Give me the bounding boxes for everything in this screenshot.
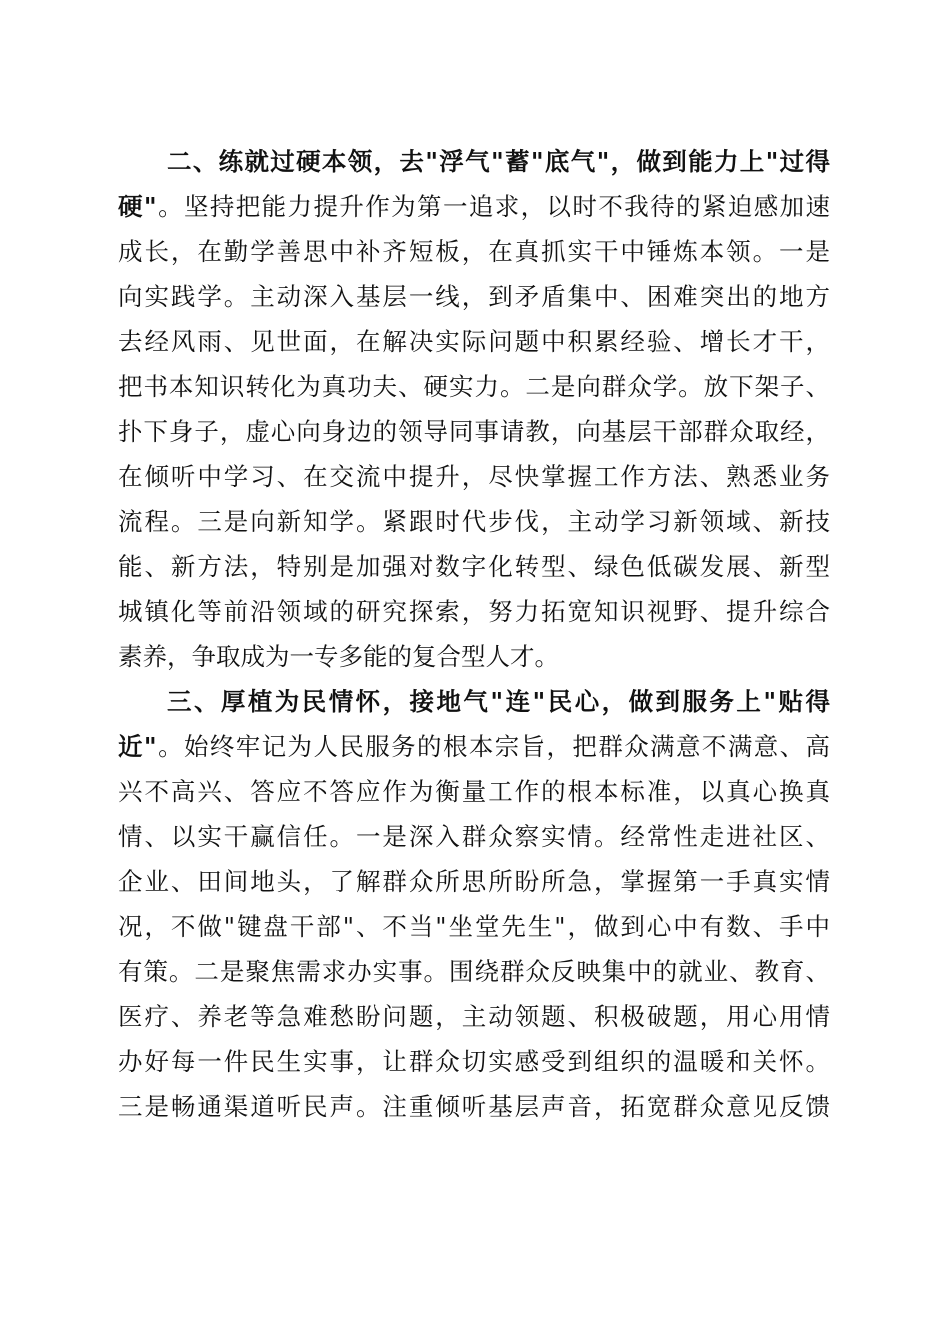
paragraph-line [118, 277, 830, 317]
section-heading: 三、厚植为民情怀，接地气"连"民心，做到服务上"贴得 [167, 687, 830, 716]
paragraph-line [118, 142, 830, 182]
section-heading: 二、练就过硬本领，去"浮气"蓄"底气"，做到能力上"过得 [167, 147, 830, 176]
section-heading: 硬" [118, 192, 157, 221]
paragraph-text: 医疗、养老等急难愁盼问题，主动领题、积极破题，用心用情 [118, 1002, 830, 1031]
paragraph-text: 。始终牢记为人民服务的根本宗旨，把群众满意不满意、高 [156, 732, 831, 761]
paragraph-text: 。坚持把能力提升作为第一追求，以时不我待的紧迫感加速 [156, 192, 831, 221]
paragraph-text: 办好每一件民生实事，让群众切实感受到组织的温暖和关怀。 [118, 1047, 830, 1076]
paragraph-line [118, 1087, 830, 1127]
section-heading: 近" [118, 732, 157, 761]
paragraph-text: 城镇化等前沿领域的研究探索，努力拓宽知识视野、提升综合 [118, 597, 830, 626]
paragraph-text: 兴不高兴、答应不答应作为衡量工作的根本标准，以真心换真 [118, 777, 830, 806]
paragraph-line [118, 997, 830, 1037]
paragraph-line [118, 502, 830, 542]
paragraph-text: 成长，在勤学善思中补齐短板，在真抓实干中锤炼本领。一是 [118, 237, 830, 266]
paragraph-line [118, 592, 830, 632]
paragraph-line [118, 412, 830, 452]
paragraph-line [118, 727, 830, 767]
paragraph-line [118, 367, 830, 407]
paragraph-line [118, 637, 830, 677]
paragraph-line [118, 907, 830, 947]
paragraph-text: 能、新方法，特别是加强对数字化转型、绿色低碳发展、新型 [118, 552, 830, 581]
paragraph-line [118, 187, 830, 227]
paragraph-text: 流程。三是向新知学。紧跟时代步伐，主动学习新领域、新技 [118, 507, 830, 536]
paragraph-line [118, 457, 830, 497]
paragraph-text: 扑下身子，虚心向身边的领导同事请教，向基层干部群众取经， [118, 417, 830, 446]
paragraph-text: 去经风雨、见世面，在解决实际问题中积累经验、增长才干， [118, 327, 830, 356]
paragraph-line [118, 862, 830, 902]
paragraph-text: 素养，争取成为一专多能的复合型人才。 [118, 642, 559, 671]
paragraph-line [118, 682, 830, 722]
paragraph-text: 情、以实干赢信任。一是深入群众察实情。经常性走进社区、 [118, 822, 830, 851]
paragraph-line [118, 232, 830, 272]
paragraph-line [118, 817, 830, 857]
paragraph-text: 把书本知识转化为真功夫、硬实力。二是向群众学。放下架子、 [118, 372, 830, 401]
paragraph-text: 有策。二是聚焦需求办实事。围绕群众反映集中的就业、教育、 [118, 957, 830, 986]
paragraph-line [118, 952, 830, 992]
paragraph-text: 在倾听中学习、在交流中提升，尽快掌握工作方法、熟悉业务 [118, 462, 830, 491]
paragraph-line [118, 547, 830, 587]
paragraph-text: 向实践学。主动深入基层一线，到矛盾集中、困难突出的地方 [118, 282, 830, 311]
paragraph-text: 企业、田间地头，了解群众所思所盼所急，掌握第一手真实情 [118, 867, 830, 896]
paragraph-line [118, 1042, 830, 1082]
paragraph-line [118, 322, 830, 362]
paragraph-text: 况，不做"键盘干部"、不当"坐堂先生"，做到心中有数、手中 [118, 912, 830, 941]
paragraph-text: 三是畅通渠道听民声。注重倾听基层声音，拓宽群众意见反馈 [118, 1092, 830, 1121]
paragraph-line [118, 772, 830, 812]
